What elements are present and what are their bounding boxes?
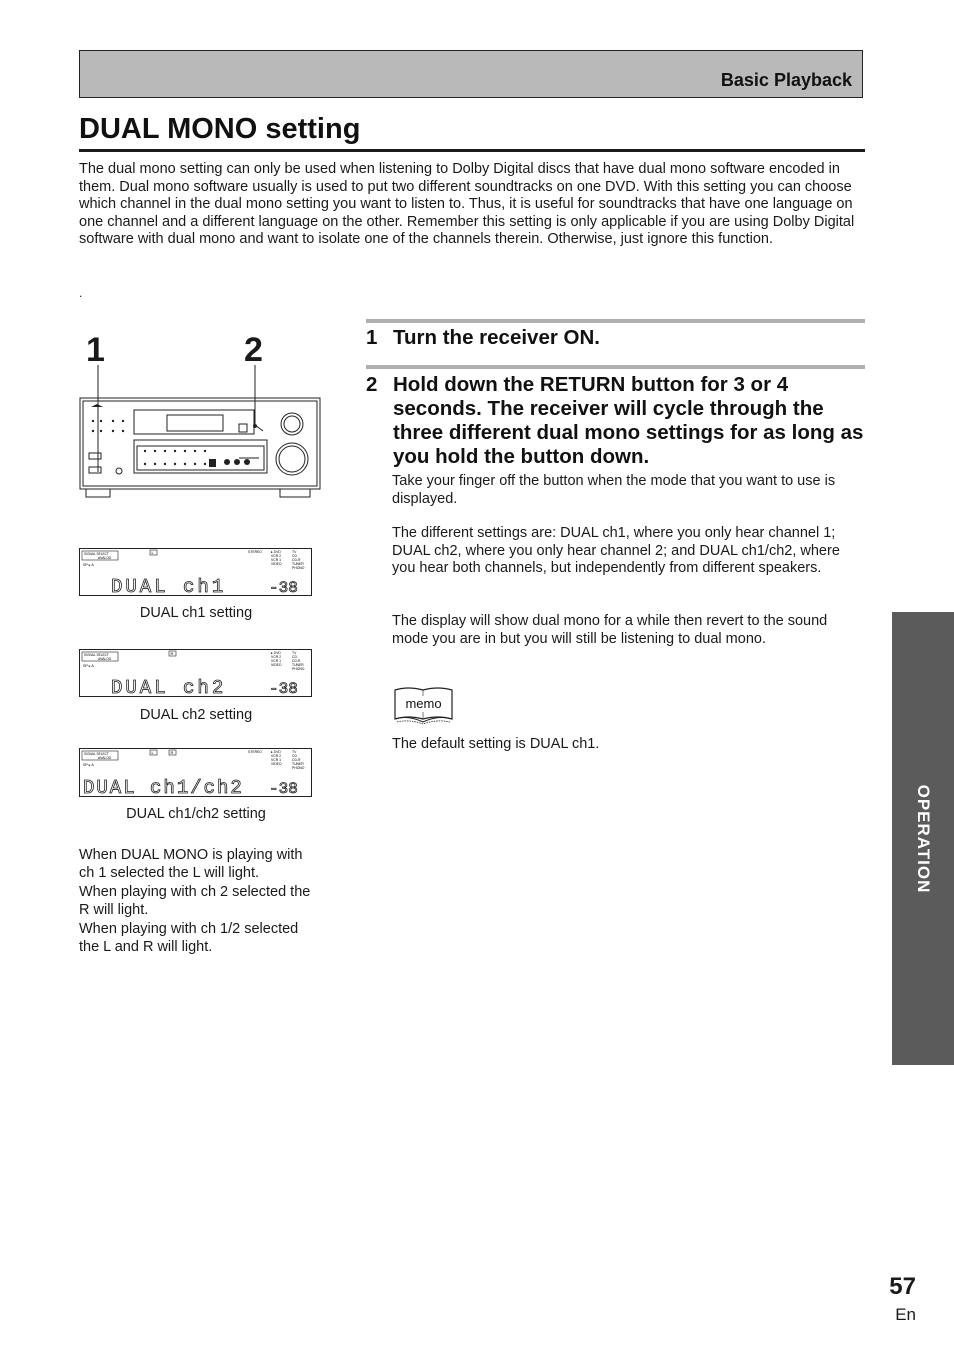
svg-text:TUNER: TUNER xyxy=(292,663,304,667)
step-text: Hold down the RETURN button for 3 or 4 seconds. The receiver will cycle through the three different dual mono settings for as long as you hold the button down. xyxy=(393,373,864,468)
page-language: En xyxy=(895,1305,916,1324)
lcd-main-text: DUAL ch1 xyxy=(111,576,227,596)
lcd-volume: -38 xyxy=(269,680,298,697)
section-header-bar xyxy=(79,50,863,98)
caption-ch1-ch2: DUAL ch1/ch2 setting xyxy=(126,806,266,822)
svg-text:SIGNAL SELECT: SIGNAL SELECT xyxy=(84,653,109,657)
svg-text:TV: TV xyxy=(292,651,297,655)
callout-2: 2 xyxy=(244,331,263,369)
svg-text:▸ DVD: ▸ DVD xyxy=(271,550,281,554)
svg-text:CD: CD xyxy=(292,554,297,558)
step-2-heading xyxy=(366,373,866,469)
svg-text:▸ DVD: ▸ DVD xyxy=(271,750,281,754)
svg-text:PHONO: PHONO xyxy=(292,566,305,570)
svg-text:TUNER: TUNER xyxy=(292,562,304,566)
receiver-illustration xyxy=(79,360,323,502)
svg-text:STEREO: STEREO xyxy=(248,750,262,754)
page-title: DUAL MONO setting xyxy=(79,113,361,145)
lcd-display-ch2 xyxy=(79,649,312,697)
lcd-indicator-r: R xyxy=(170,750,174,755)
lcd-indicator-l: L xyxy=(151,550,154,555)
side-tab-label: OPERATION xyxy=(914,784,933,893)
lcd-analog: ANALOG xyxy=(98,556,112,560)
lcd-display-ch1-ch2 xyxy=(79,748,312,797)
caption-ch1: DUAL ch1 setting xyxy=(139,605,253,621)
svg-text:VCR 2: VCR 2 xyxy=(271,655,281,659)
svg-text:VCR 2: VCR 2 xyxy=(271,554,281,558)
callout-1: 1 xyxy=(86,331,105,369)
step-2-para-3: The display will show dual mono for a while then revert to the sound mode you are in but you will still be listening to dual mono. xyxy=(392,613,828,647)
caption-ch2: DUAL ch2 setting xyxy=(139,707,253,723)
lcd-display-ch1 xyxy=(79,548,312,596)
svg-text:PHONO: PHONO xyxy=(292,766,305,770)
lcd-indicator-r: R xyxy=(170,651,174,656)
svg-text:VCR 1: VCR 1 xyxy=(271,558,281,562)
svg-text:VCR 1: VCR 1 xyxy=(271,758,281,762)
lcd-main-text: DUAL ch1/ch2 xyxy=(83,777,244,797)
lcd-signal-select: SIGNAL SELECT xyxy=(84,552,109,556)
svg-text:VIDEO: VIDEO xyxy=(271,562,282,566)
svg-text:TUNER: TUNER xyxy=(292,762,304,766)
lcd-indicator-l: L xyxy=(151,750,154,755)
step-number: 1 xyxy=(366,326,378,349)
lcd-main-text: DUAL ch2 xyxy=(111,677,227,697)
memo-text: The default setting is DUAL ch1. xyxy=(392,736,600,752)
svg-text:VIDEO: VIDEO xyxy=(271,762,282,766)
step-2-para-1: Take your finger off the button when the mode that you want to use is displayed. xyxy=(392,473,836,507)
step-text: Turn the receiver ON. xyxy=(393,326,600,349)
lcd-volume: -38 xyxy=(269,579,298,596)
svg-text:CD-R: CD-R xyxy=(292,558,301,562)
svg-text:ANALOG: ANALOG xyxy=(98,657,112,661)
step-1-rule xyxy=(366,319,865,323)
svg-text:SP ▸ A: SP ▸ A xyxy=(83,664,94,668)
svg-text:CD: CD xyxy=(292,754,297,758)
svg-text:CD-R: CD-R xyxy=(292,659,301,663)
stray-dot: . xyxy=(79,286,83,300)
title-rule xyxy=(79,149,865,152)
step-2-para-2: The different settings are: DUAL ch1, where you only hear channel 1; DUAL ch2, where you only hear channel 2; and DUAL ch1/ch2, where you hear both channels, but independently from different speakers. xyxy=(392,525,840,577)
svg-text:SIGNAL SELECT: SIGNAL SELECT xyxy=(84,752,109,756)
step-2-rule xyxy=(366,365,865,369)
svg-text:CD: CD xyxy=(292,655,297,659)
section-label: Basic Playback xyxy=(720,70,852,90)
svg-text:VIDEO: VIDEO xyxy=(271,663,282,667)
step-1-heading xyxy=(366,326,866,350)
svg-text:SP ▸ A: SP ▸ A xyxy=(83,763,94,767)
svg-text:VCR 1: VCR 1 xyxy=(271,659,281,663)
page-number: 57 xyxy=(889,1273,916,1300)
intro-paragraph: The dual mono setting can only be used when listening to Dolby Digital discs that have dual mono software encoded in them. Dual mono software usually is used to put two different soundtracks on one DVD. With this setting you can choose which channel in the dual mono setting you want to listen to. Thus, it is useful for soundtracks that have one language on one channel and a different language on the other. Remember this setting is only applicable if you are using Dolby Digital software with dual mono and want to isolate one of the channels therein. Otherwise, just ignore this function. xyxy=(79,161,855,248)
svg-text:PHONO: PHONO xyxy=(292,667,305,671)
memo-label: memo xyxy=(405,696,442,711)
svg-text:▸ DVD: ▸ DVD xyxy=(271,651,281,655)
svg-text:TV: TV xyxy=(292,750,297,754)
lcd-sp: SP ▸ A xyxy=(83,563,94,567)
memo-icon xyxy=(392,686,456,726)
step-number: 2 xyxy=(366,373,378,396)
lcd-stereo: STEREO xyxy=(248,550,262,554)
svg-text:TV: TV xyxy=(292,550,297,554)
lr-indicator-note: When DUAL MONO is playing with ch 1 selected the L will light. When playing with ch 2 selected the R will light. When playing with ch 1/2 selected the L and R will light. xyxy=(79,847,311,956)
side-tab xyxy=(892,612,954,1065)
svg-text:VCR 2: VCR 2 xyxy=(271,754,281,758)
svg-text:ANALOG: ANALOG xyxy=(98,756,112,760)
svg-text:CD-R: CD-R xyxy=(292,758,301,762)
lcd-volume: -38 xyxy=(269,780,298,797)
